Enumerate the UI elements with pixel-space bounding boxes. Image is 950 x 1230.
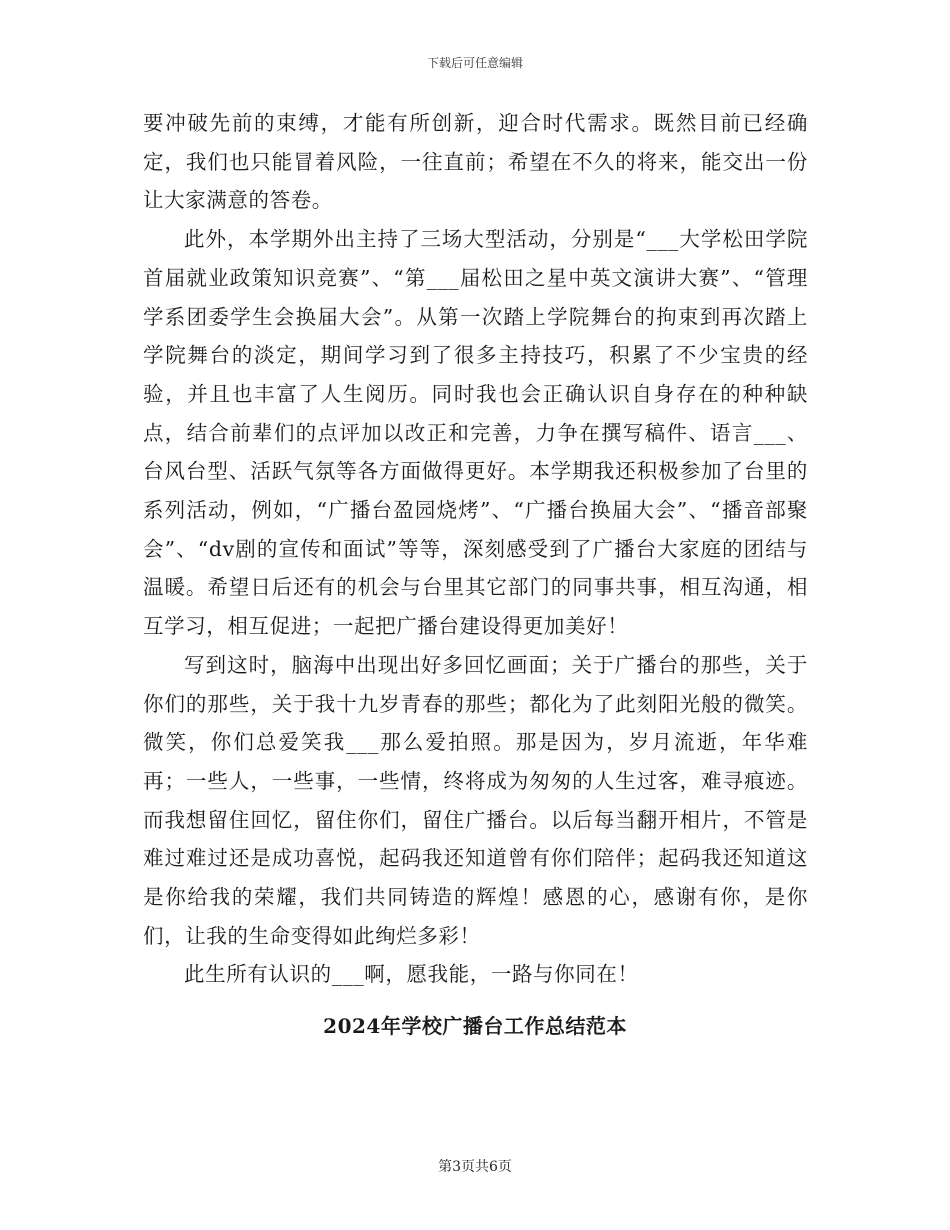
header-note: 下载后可任意编辑: [426, 56, 523, 70]
document-body: [143, 104, 808, 994]
paragraph: 此生所有认识的___啊，愿我能，一路与你同在！: [184, 962, 639, 987]
page-number: 第3页共6页: [438, 1159, 512, 1175]
paragraph: 写到这时，脑海中出现出好多回忆画面；关于广播台的那些，关于你们的那些，关于我十九岁青春的那些；都化为了此刻阳光般的微笑。微笑，你们总爱笑我___那么爱拍照。那是因为，岁月流逝，年华难再；一些人，一些事，一些情，终将成为匆匆的人生过客，难寻痕迹。而我想留住回忆，留住你们，留住广播台。以后每当翻开相片，不管是难过难过还是成功喜悦，起码我还知道曾有你们陪伴；起码我还知道这是你给我的荣耀，我们共同铸造的辉煌！感恩的心，感谢有你，是你们，让我的生命变得如此绚烂多彩！: [143, 652, 808, 948]
paragraph: 此外，本学期外出主持了三场大型活动，分别是“___大学松田学院首届就业政策知识竞赛”、“第___届松田之星中英文演讲大赛”、“管理学系团委学生会换届大会”。从第一次踏上学院舞台的拘束到再次踏上学院舞台的淡定，期间学习到了很多主持技巧，积累了不少宝贵的经验，并且也丰富了人生阅历。同时我也会正确认识自身存在的种种缺点，结合前辈们的点评加以改正和完善，力争在撰写稿件、语言___、台风台型、活跃气氛等各方面做得更好。本学期我还积极参加了台里的系列活动，例如，“广播台盈园烧烤”、“广播台换届大会”、“播音部聚会”、“dv剧的宣传和面试”等等，深刻感受到了广播台大家庭的团结与温暖。希望日后还有的机会与台里其它部门的同事共事，相互沟通，相互学习，相互促进；一起把广播台建设得更加美好！: [143, 227, 808, 639]
paragraph: 要冲破先前的束缚，才能有所创新，迎合时代需求。既然目前已经确定，我们也只能冒着风险，一往直前；希望在不久的将来，能交出一份让大家满意的答卷。: [143, 111, 808, 213]
document-title: 2024年学校广播台工作总结范本: [323, 1014, 627, 1038]
